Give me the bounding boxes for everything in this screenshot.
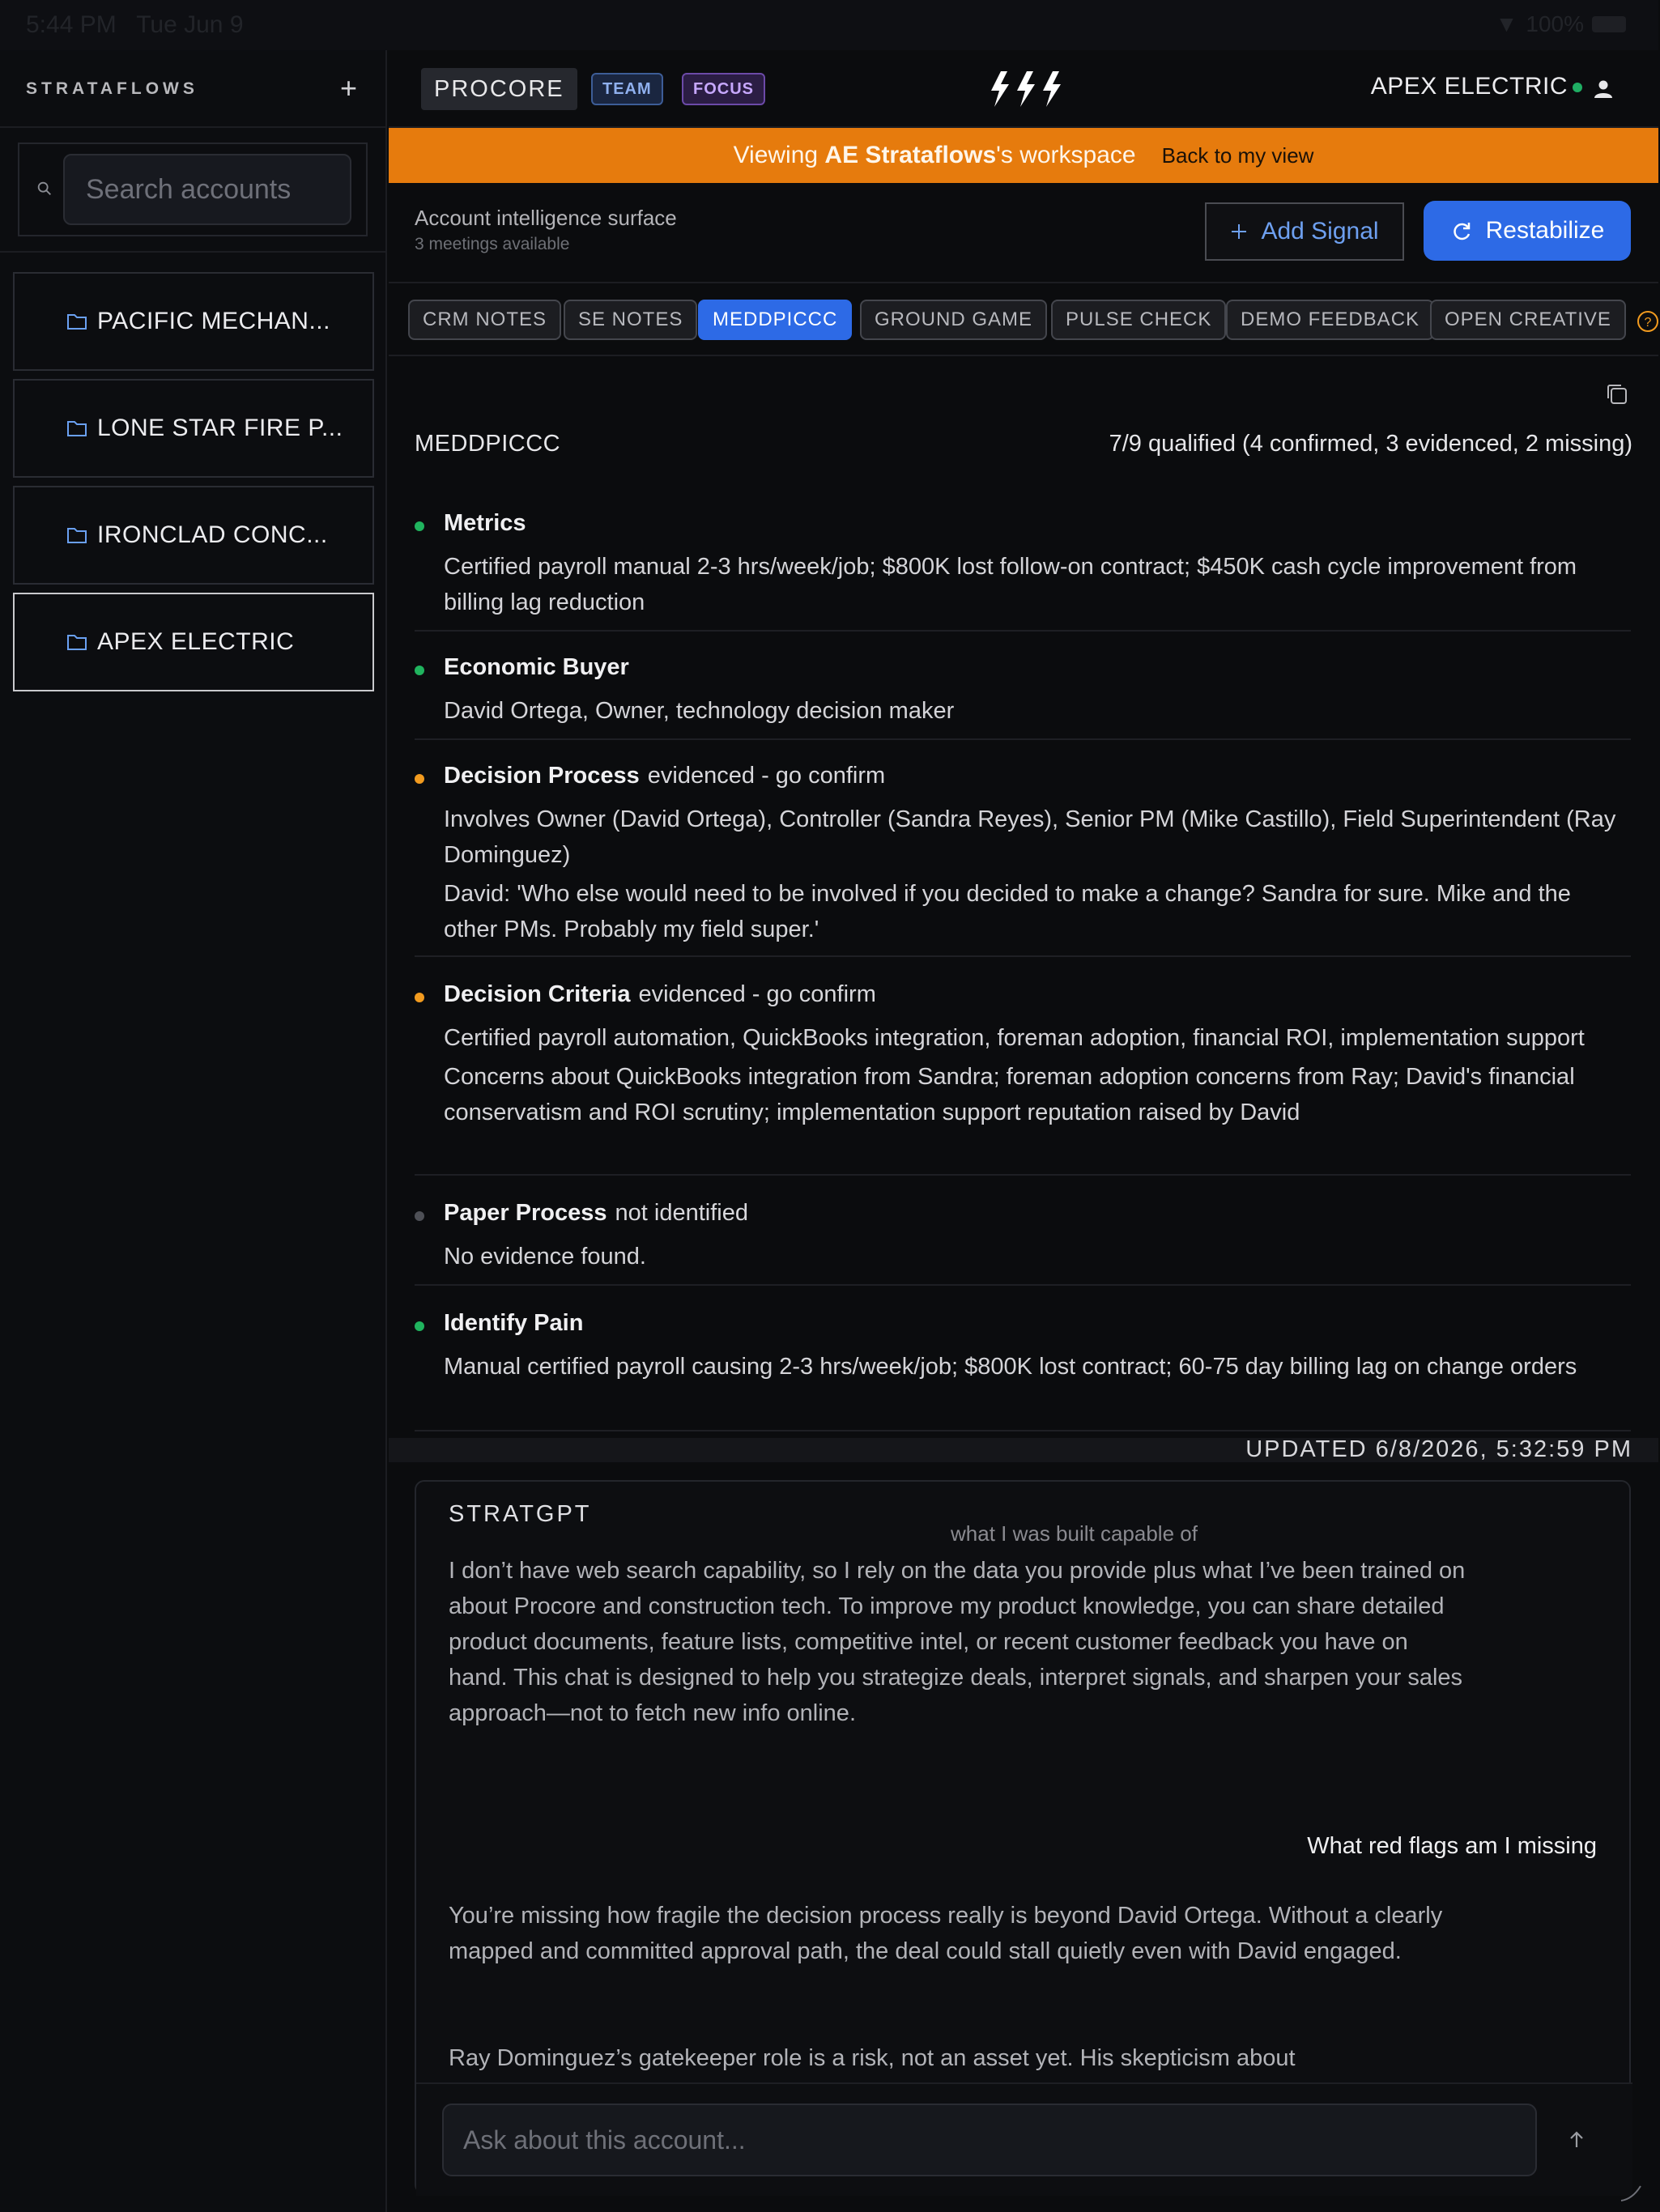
surface-header (389, 183, 1658, 283)
folder-icon (66, 313, 87, 330)
item-body: Certified payroll manual 2-3 hrs/week/job; $800K lost follow-on contract; $450K cash cycle improvement from billing lag reduction (444, 554, 1577, 615)
restabilize-button[interactable] (1424, 201, 1631, 261)
workspace-banner (389, 128, 1658, 183)
battery-percent: 100% (1526, 11, 1584, 36)
account-item-lone-star[interactable] (13, 379, 374, 478)
chat-input[interactable] (442, 2104, 1537, 2176)
refresh-icon (1450, 219, 1473, 242)
item-body: David Ortega, Owner, technology decision maker (444, 698, 955, 724)
focus-tag[interactable]: FOCUS (682, 73, 765, 105)
item-body: Manual certified payroll causing 2-3 hrs/week/job; $800K lost contract; 60-75 day billing lag on change orders (444, 1354, 1577, 1380)
sidebar (0, 50, 387, 2212)
status-dot (415, 666, 424, 675)
team-tag[interactable]: TEAM (591, 73, 663, 105)
online-status-dot (1573, 83, 1582, 92)
item-name: Paper Process (444, 1200, 607, 1226)
user-icon[interactable] (1592, 78, 1615, 100)
item-name: Decision Process (444, 763, 640, 789)
meddpiccc-item-identify-pain (415, 1310, 1631, 1431)
meddpiccc-item-metrics (415, 510, 1631, 632)
item-name: Metrics (444, 510, 526, 536)
current-account-name: APEX ELECTRIC (1370, 73, 1568, 100)
plus-icon (1230, 223, 1248, 240)
copy-icon[interactable] (1603, 381, 1631, 408)
meddpiccc-panel (389, 358, 1658, 1435)
section-title: MEDDPICCC (415, 431, 561, 457)
stratgpt-chat (415, 1480, 1631, 2194)
sidebar-header (0, 50, 385, 128)
assistant-message: You’re missing how fragile the decision process really is beyond David Ortega. Without a clearly mapped and committed approval path, the deal could stall quietly even with David engaged. (449, 1903, 1443, 1964)
sidebar-divider (0, 251, 385, 253)
status-time: 5:44 PM Tue Jun 9 (26, 11, 244, 38)
resize-handle-icon[interactable] (1618, 2178, 1642, 2202)
status-dot (415, 521, 424, 531)
meddpiccc-item-decision-process (415, 763, 1631, 957)
status-dot (415, 1211, 424, 1221)
sidebar-title: STRATAFLOWS (26, 79, 198, 98)
search-accounts-input[interactable] (63, 154, 351, 225)
item-name: Identify Pain (444, 1310, 584, 1336)
status-dot (415, 993, 424, 1002)
item-status: evidenced - go confirm (647, 763, 886, 789)
tab-bar (389, 283, 1658, 356)
tab-crm-notes[interactable]: CRM NOTES (408, 300, 561, 340)
item-status: evidenced - go confirm (638, 981, 876, 1007)
lightning-logo-icon (985, 68, 1066, 110)
add-account-button[interactable]: + (340, 71, 358, 104)
send-arrow-icon[interactable] (1566, 2129, 1587, 2150)
search-box (18, 143, 368, 236)
assistant-message: Ray Dominguez’s gatekeeper role is a risk, not an asset yet. His skepticism about (449, 2045, 1296, 2071)
account-label: IRONCLAD CONC... (97, 521, 328, 548)
chat-input-area (416, 2084, 1632, 2196)
status-dot (415, 774, 424, 784)
item-body: Involves Owner (David Ortega), Controller (Sandra Reyes), Senior PM (Mike Castillo), Field Superintendent (Ray Dominguez) David: 'Who else would need to be involved if you decided to make a change? Sandra for sure. Mike and the other PMs. Probably my field super.' (444, 806, 1616, 942)
clipped-message: what I was built capable of (951, 1521, 1198, 1546)
svg-text:?: ? (1644, 316, 1652, 330)
status-dot (415, 1321, 424, 1331)
account-label: LONE STAR FIRE P... (97, 415, 343, 441)
account-item-apex[interactable] (13, 593, 374, 691)
meddpiccc-item-economic-buyer (415, 654, 1631, 740)
item-name: Decision Criteria (444, 981, 631, 1007)
account-item-pacific[interactable] (13, 272, 374, 371)
item-body: Certified payroll automation, QuickBooks integration, foreman adoption, financial ROI, implementation support Concerns about QuickBooks integration from Sandra; foreman adoption concerns from Ray; David's financial conservatism and ROI scrutiny; implementation support reputation raised by David (444, 1025, 1585, 1125)
meddpiccc-item-paper-process (415, 1200, 1631, 1286)
add-signal-button[interactable] (1205, 202, 1404, 261)
item-body: No evidence found. (444, 1244, 646, 1270)
add-signal-label: Add Signal (1261, 218, 1379, 245)
tab-ground-game[interactable]: GROUND GAME (860, 300, 1047, 340)
folder-icon (66, 526, 87, 544)
wifi-icon: ▼ (1495, 11, 1518, 36)
status-bar (0, 0, 1658, 50)
chat-title: STRATGPT (449, 1501, 592, 1527)
item-name: Economic Buyer (444, 654, 629, 680)
account-item-ironclad[interactable] (13, 486, 374, 585)
top-bar (389, 50, 1658, 128)
account-label: APEX ELECTRIC (97, 628, 295, 655)
assistant-message: I don’t have web search capability, so I rely on the data you provide plus what I’ve been trained on about Procore and construction tech. To improve my product knowledge, you can share detailed product documents, feature lists, competitive intel, or recent customer feedback you have on hand. This chat is designed to help you strategize deals, interpret signals, and sharpen your sales approach—not to fetch new info online. (449, 1558, 1466, 1726)
battery-icon (1592, 16, 1626, 32)
main-panel (389, 50, 1658, 2212)
restabilize-label: Restabilize (1485, 217, 1605, 244)
item-status: not identified (615, 1200, 748, 1226)
search-icon (36, 180, 53, 198)
tab-open-creative[interactable]: OPEN CREATIVE (1430, 300, 1626, 340)
updated-timestamp: UPDATED 6/8/2026, 5:32:59 PM (1245, 1436, 1632, 1462)
meetings-count: 3 meetings available (415, 235, 570, 253)
meddpiccc-item-decision-criteria (415, 981, 1631, 1176)
platform-badge: PROCORE (421, 68, 577, 110)
folder-icon (66, 633, 87, 651)
account-label: PACIFIC MECHAN... (97, 308, 330, 334)
surface-title: Account intelligence surface (415, 206, 677, 230)
help-icon[interactable] (1636, 309, 1660, 334)
status-right (1496, 11, 1626, 37)
tab-se-notes[interactable]: SE NOTES (564, 300, 697, 340)
tab-meddpiccc[interactable]: MEDDPICCC (698, 300, 852, 340)
user-message: What red flags am I missing (1307, 1833, 1597, 1859)
banner-message: Viewing AE Strataflows's workspace (733, 142, 1136, 168)
tab-demo-feedback[interactable]: DEMO FEEDBACK (1226, 300, 1434, 340)
qualification-summary: 7/9 qualified (4 confirmed, 3 evidenced, 2 missing) (1109, 431, 1632, 457)
tab-pulse-check[interactable]: PULSE CHECK (1051, 300, 1226, 340)
back-to-my-view-link[interactable]: Back to my view (1161, 143, 1314, 168)
folder-icon (66, 419, 87, 437)
